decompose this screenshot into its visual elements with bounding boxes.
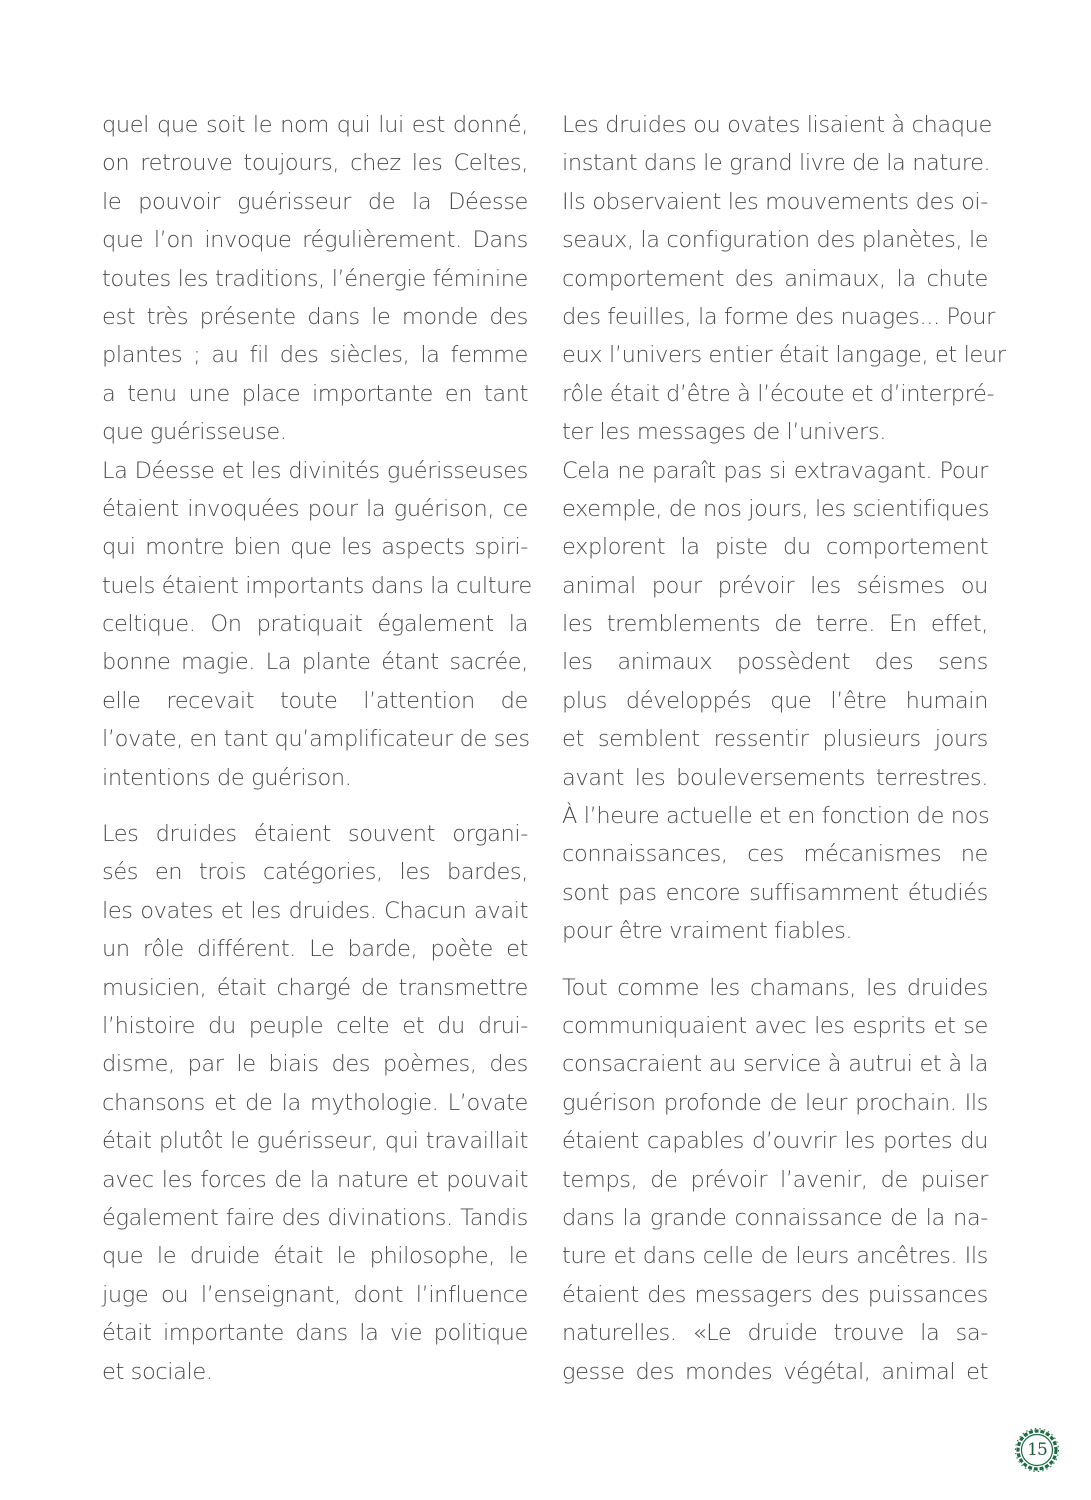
text-line: instant dans le grand livre de la nature. xyxy=(562,150,991,177)
text-line: des feuilles, la forme des nuages... Pour xyxy=(562,303,995,330)
text-line: exemple, de nos jours, les scientifiques xyxy=(562,495,990,522)
text-line: est très présente dans le monde des xyxy=(102,303,528,330)
paragraph-gap xyxy=(102,797,528,815)
text-line: tuels étaient importants dans la culture xyxy=(102,572,532,599)
text-line: communiquaient avec les esprits et se xyxy=(562,1012,988,1039)
text-line: consacraient au service à autrui et à la xyxy=(562,1051,988,1078)
text-line: naturelles. «Le druide trouve la sa- xyxy=(562,1320,988,1347)
text-line: bonne magie. La plante étant sacrée, xyxy=(102,649,528,676)
text-line: et sociale. xyxy=(102,1358,213,1385)
text-line: les tremblements de terre. En effet, xyxy=(562,611,988,638)
text-line: quel que soit le nom qui lui est donné, xyxy=(102,112,528,138)
text-line: Les druides étaient souvent organi- xyxy=(102,821,528,848)
text-line: guérison profonde de leur prochain. Ils xyxy=(562,1089,988,1116)
paragraph-goddess-healing xyxy=(102,106,528,452)
paragraph-druid-categories xyxy=(102,815,528,1391)
text-line: ter les messages de l’univers. xyxy=(562,419,886,446)
paragraph-gap xyxy=(562,951,988,969)
text-line: également faire des divinations. Tandis xyxy=(102,1204,528,1231)
text-line: La Déesse et les divinités guérisseuses xyxy=(102,457,528,484)
text-line: et semblent ressentir plusieurs jours xyxy=(562,726,988,753)
text-line: rôle était d’être à l’écoute et d’interpré- xyxy=(562,380,995,407)
text-line: avec les forces de la nature et pouvait xyxy=(102,1166,528,1193)
text-line: étaient invoquées pour la guérison, ce xyxy=(102,495,528,522)
text-line: plantes ; au fil des siècles, la femme xyxy=(102,342,528,369)
text-line: le pouvoir guérisseur de la Déesse xyxy=(102,188,528,215)
text-line: pour être vraiment fiables. xyxy=(562,918,853,945)
text-line: celtique. On pratiquait également la xyxy=(102,611,528,638)
right-column xyxy=(562,106,1006,1391)
text-line: les animaux possèdent des sens xyxy=(562,649,988,676)
text-line: l’ovate, en tant qu’amplificateur de ses xyxy=(102,726,530,753)
text-line: l’histoire du peuple celte et du drui- xyxy=(102,1012,528,1039)
text-line: animal pour prévoir les séismes ou xyxy=(562,572,988,599)
text-line: musicien, était chargé de transmettre xyxy=(102,974,528,1001)
text-line: Les druides ou ovates lisaient à chaque xyxy=(562,112,992,138)
text-line: juge ou l’enseignant, dont l’influence xyxy=(102,1281,528,1308)
text-line: comportement des animaux, la chute xyxy=(562,265,988,292)
text-line: étaient capables d’ouvrir les portes du xyxy=(562,1128,988,1155)
page-number: 15 xyxy=(1027,1440,1047,1460)
text-line: gesse des mondes végétal, animal et xyxy=(562,1358,988,1385)
text-line: a tenu une place importante en tant xyxy=(102,380,528,407)
text-line: avant les bouleversements terrestres. xyxy=(562,764,988,791)
paragraph-reading-nature xyxy=(562,106,1006,452)
text-line: toutes les traditions, l’énergie féminine xyxy=(102,265,528,292)
text-line: elle recevait toute l’attention de xyxy=(102,687,528,714)
page-number-badge xyxy=(1013,1426,1061,1474)
text-line: seaux, la configuration des planètes, le xyxy=(562,227,989,254)
text-line: À l’heure actuelle et en fonction de nos xyxy=(562,803,990,830)
text-line: Cela ne paraît pas si extravagant. Pour xyxy=(562,457,988,484)
text-line: Ils observaient les mouvements des oi- xyxy=(562,188,988,215)
text-line: sés en trois catégories, les bardes, xyxy=(102,859,528,886)
text-line: on retrouve toujours, chez les Celtes, xyxy=(102,150,528,177)
text-line: que guérisseuse. xyxy=(102,419,287,446)
text-line: sont pas encore suffisamment étudiés xyxy=(562,879,988,906)
text-line: eux l’univers entier était langage, et leur xyxy=(562,342,1006,369)
text-line: dans la grande connaissance de la na- xyxy=(562,1204,988,1231)
text-line: que le druide était le philosophe, le xyxy=(102,1243,528,1270)
text-line: ture et dans celle de leurs ancêtres. Ils xyxy=(562,1243,988,1270)
text-line: étaient des messagers des puissances xyxy=(562,1281,988,1308)
text-line: était plutôt le guérisseur, qui travaillait xyxy=(102,1128,528,1155)
text-line: chansons et de la mythologie. L’ovate xyxy=(102,1089,528,1116)
text-line: les ovates et les druides. Chacun avait xyxy=(102,897,528,924)
left-column xyxy=(102,106,532,1391)
paragraph-divinities xyxy=(102,452,532,798)
text-line: explorent la piste du comportement xyxy=(562,534,988,561)
text-line: un rôle différent. Le barde, poète et xyxy=(102,936,528,963)
paragraph-animal-behavior xyxy=(562,452,988,951)
text-line: qui montre bien que les aspects spiri- xyxy=(102,534,528,561)
text-line: Tout comme les chamans, les druides xyxy=(562,974,988,1001)
paragraph-shamans xyxy=(562,969,988,1391)
text-line: connaissances, ces mécanismes ne xyxy=(562,841,988,868)
text-line: intentions de guérison. xyxy=(102,764,352,791)
text-line: disme, par le biais des poèmes, des xyxy=(102,1051,528,1078)
text-line: plus développés que l’être humain xyxy=(562,687,988,714)
text-line: temps, de prévoir l’avenir, de puiser xyxy=(562,1166,988,1193)
text-line: que l’on invoque régulièrement. Dans xyxy=(102,227,528,254)
text-line: était importante dans la vie politique xyxy=(102,1320,528,1347)
